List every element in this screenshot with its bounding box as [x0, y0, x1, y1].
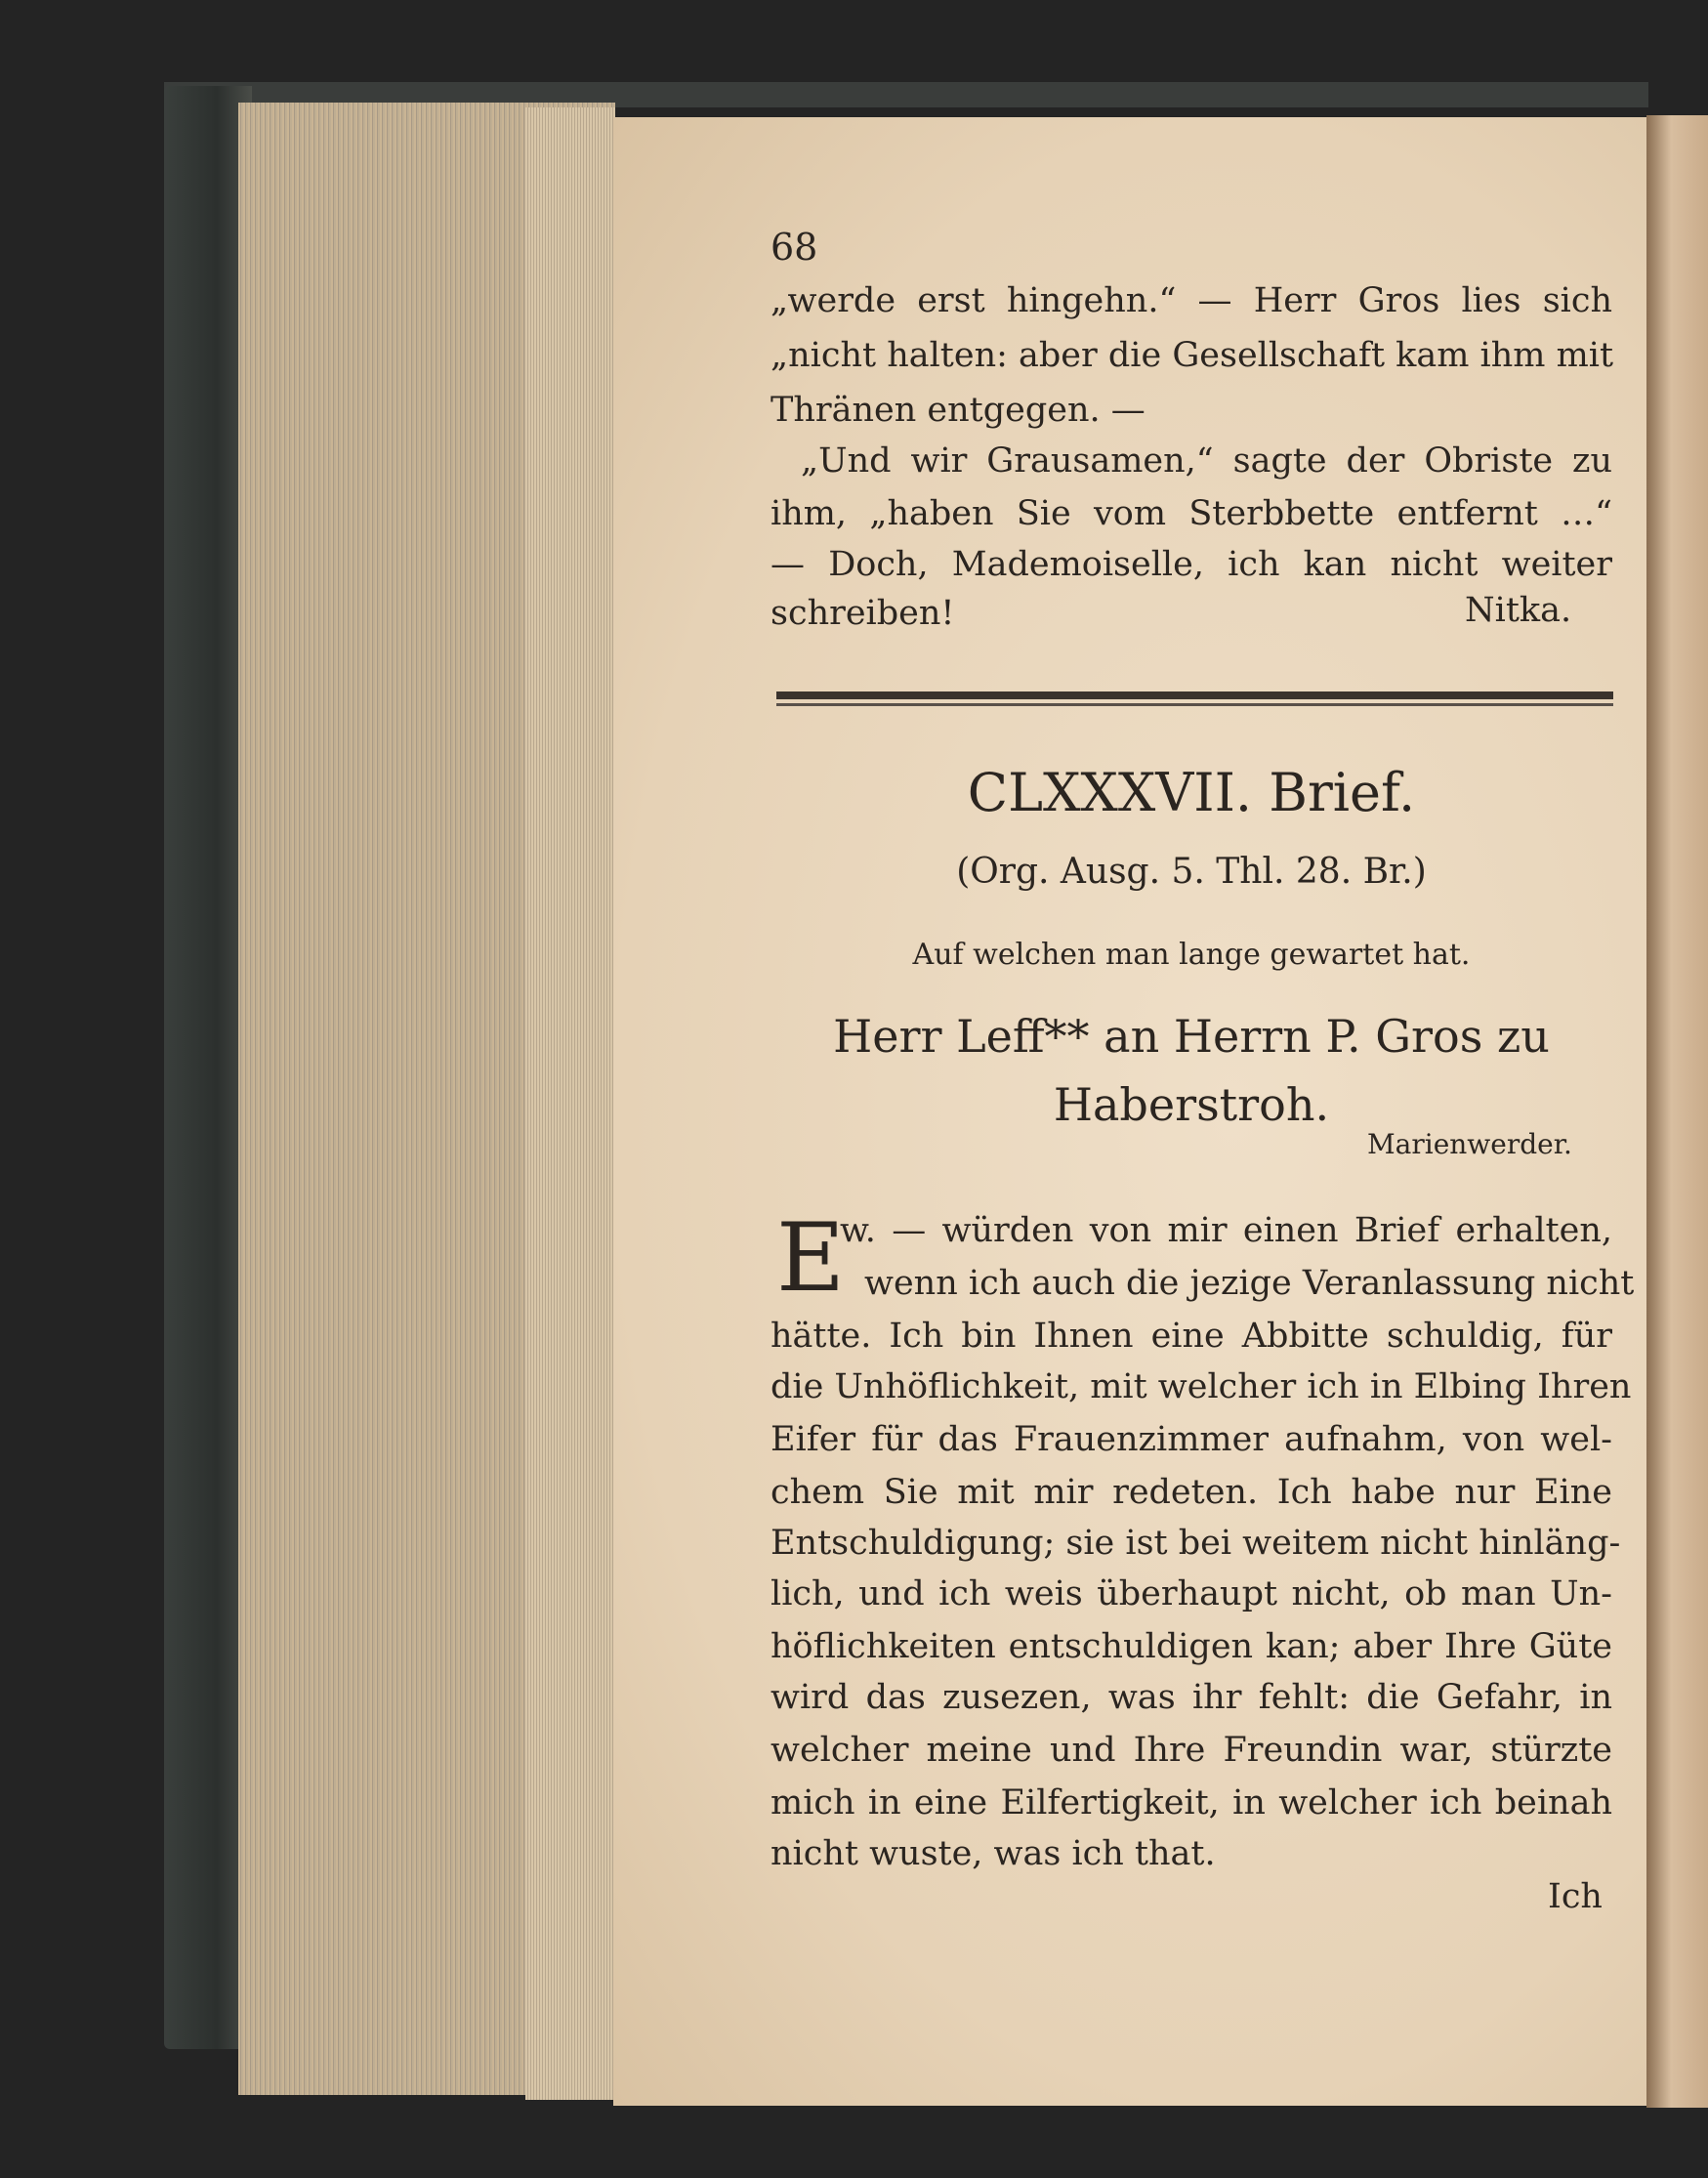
signature: Nitka.: [1465, 591, 1572, 630]
edition-reference: (Org. Ausg. 5. Thl. 28. Br.): [956, 852, 1427, 892]
body-line: wird das zusezen, was ihr fehlt: die Gefahr, in: [771, 1678, 1612, 1717]
letter-heading-line2: Haberstroh.: [1053, 1078, 1330, 1131]
body-line: Entschuldigung; sie ist bei weitem nicht hinläng-: [771, 1524, 1621, 1563]
page-edges-inner: [525, 107, 615, 2100]
text-line: Thränen entgegen. —: [771, 391, 1146, 430]
text-line: „werde erst hingehn.“ — Herr Gros lies sich: [771, 281, 1612, 320]
body-line: mich in eine Eilfertigkeit, in welcher ich beinah: [771, 1783, 1612, 1822]
body-line: nicht wuste, was ich that.: [771, 1834, 1216, 1873]
text-line: ihm, „haben Sie vom Sterbbette entfernt …“: [771, 494, 1612, 533]
body-line: wenn ich auch die jezige Veranlassung nicht: [864, 1264, 1635, 1303]
page-number: 68: [771, 226, 818, 269]
body-line: chem Sie mit mir redeten. Ich habe nur Eine: [771, 1473, 1612, 1512]
facing-page-edge: [1646, 115, 1708, 2108]
body-line: welcher meine und Ihre Freundin war, stürzte: [771, 1731, 1612, 1770]
body-line: lich, und ich weis überhaupt nicht, ob man Un-: [771, 1574, 1612, 1613]
letter-title: CLXXXVII. Brief.: [967, 762, 1416, 823]
divider-rule: [776, 691, 1613, 699]
text-line: schreiben!: [771, 594, 955, 633]
body-line: die Unhöflichkeit, mit welcher ich in Elbing Ihren: [771, 1367, 1632, 1406]
letter-heading-line1: Herr Leff** an Herrn P. Gros zu: [833, 1010, 1550, 1063]
body-line: höflichkeiten entschuldigen kan; aber Ihre Güte: [771, 1627, 1612, 1666]
body-line: hätte. Ich bin Ihnen eine Abbitte schuldig, für: [771, 1317, 1612, 1356]
body-line: w. — würden von mir einen Brief erhalten,: [840, 1211, 1612, 1250]
body-line: Eifer für das Frauenzimmer aufnahm, von wel-: [771, 1420, 1612, 1459]
letter-subtitle: Auf welchen man lange gewartet hat.: [912, 938, 1471, 972]
divider-rule-thin: [776, 703, 1613, 706]
text-line: — Doch, Mademoiselle, ich kan nicht weiter: [771, 545, 1612, 584]
text-line: „Und wir Grausamen,“ sagte der Obriste zu: [801, 441, 1612, 481]
place-of-writing: Marienwerder.: [1367, 1128, 1572, 1160]
text-line: „nicht halten: aber die Gesellschaft kam ihm mit: [771, 336, 1614, 375]
catchword: Ich: [1548, 1877, 1603, 1916]
drop-cap: E: [776, 1203, 846, 1313]
